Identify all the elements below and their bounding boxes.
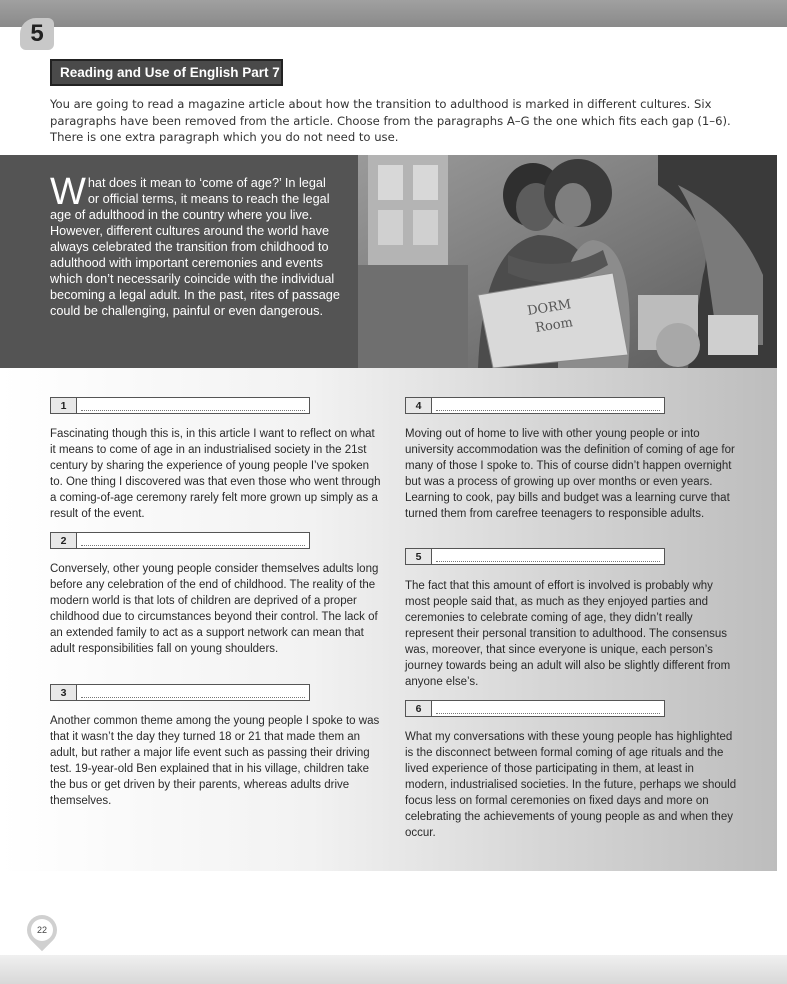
intro-panel xyxy=(0,155,358,368)
page-number-marker xyxy=(21,909,63,951)
paragraph-after-gap-4: Moving out of home to live with other young people or into university accommodation was the definition of coming of age for many of those I spoke to. This of course didn’t happen overnight but was a process of growing up over months or even years. Learning to cook, pay bills and budget was a learning curve that turned them from carefree teenagers to responsible adults. xyxy=(405,428,735,520)
gap-4-answer-line xyxy=(436,401,660,411)
gap-1-answer-line xyxy=(81,401,305,411)
dorm-label-2: Room xyxy=(534,315,574,336)
gap-2-number: 2 xyxy=(51,533,77,548)
dorm-label-1: DORM xyxy=(526,297,573,319)
part-title: Reading and Use of English Part 7 xyxy=(50,59,283,86)
gap-5-answer-line xyxy=(436,552,660,562)
paragraph-after-gap-1: Fascinating though this is, in this article I want to reflect on what it means to come of age in an industrialised society in the 21st century by sharing the experience of young people I’ve spoken to. One thing I discovered was that even those who went through a coming-of-age ceremony rarely felt more grown up simply as a result of the event. xyxy=(50,428,381,520)
mother-daughter-photo xyxy=(358,155,777,368)
gap-5-number: 5 xyxy=(406,549,432,564)
page-number: 22 xyxy=(31,919,53,941)
bottom-bar xyxy=(0,955,787,984)
hero xyxy=(0,155,777,368)
gap-3-answer-line xyxy=(81,688,305,698)
gap-3-box[interactable] xyxy=(50,684,310,701)
gap-1-number: 1 xyxy=(51,398,77,413)
unit-badge: 5 xyxy=(20,18,54,50)
top-bar xyxy=(0,0,787,27)
hero-photo xyxy=(358,155,777,368)
paragraph-after-gap-5: The fact that this amount of effort is involved is probably why most people said that, as much as they enjoyed parties and ceremonies to celebrate coming of age, they didn’t really represent their personal transition to adulthood. The consensus was, moreover, that since everyone is unique, each person’s journey towards being an adult will also be slightly different from anyone else’s. xyxy=(405,580,731,688)
paragraph-after-gap-3: Another common theme among the young people I spoke to was that it wasn’t the day they turned 18 or 21 that made them an adult, but rather a major life event such as passing their driving test. 19-year-old Ben explained that in his village, children take the bus or get driven by their parents, whereas adults drive themselves. xyxy=(50,715,380,807)
paragraph-after-gap-6: What my conversations with these young people has highlighted is the disconnect between formal coming of age rituals and the lived experience of those participating in them, at least in modern, industrialised societies. In the future, perhaps we should focus less on formal ceremonies on fixed days and more on celebrating the achievements of young people as and when they occur. xyxy=(405,731,737,839)
drop-cap: W xyxy=(50,171,86,213)
paragraph-after-gap-2: Conversely, other young people consider themselves adults long before any celebration of the end of childhood. The reality of the modern world is that lots of children are deprived of a proper childhood due to circumstances beyond their control. The lack of an extended family to act as a support network can mean that adult responsibilities fall on young shoulders. xyxy=(50,563,379,655)
gap-3-number: 3 xyxy=(51,685,77,700)
gap-2-answer-line xyxy=(81,536,305,546)
gap-2-box[interactable] xyxy=(50,532,310,549)
intro-paragraph xyxy=(50,171,340,319)
gap-6-number: 6 xyxy=(406,701,432,716)
gap-4-box[interactable] xyxy=(405,397,665,414)
intro-text: hat does it mean to ‘come of age?’ In legal or official terms, it means to reach the legal age of adulthood in the country where you live. However, different cultures around the world have always celebrated the transition from childhood to adulthood with important ceremonies and events which don’t necessarily coincide with the individual becoming a legal adult. In the past, rites of passage could be challenging, painful or even dangerous. xyxy=(50,176,340,318)
article-body xyxy=(0,368,777,871)
gap-4-number: 4 xyxy=(406,398,432,413)
gap-5-box[interactable] xyxy=(405,548,665,565)
gap-6-answer-line xyxy=(436,704,660,714)
gap-6-box[interactable] xyxy=(405,700,665,717)
instructions: You are going to read a magazine article about how the transition to adulthood is marked in different cultures. Six paragraphs have been removed from the article. Choose from the paragraphs A–G the one which fits each gap (1–6). There is one extra paragraph which you do not need to use. xyxy=(50,97,731,144)
gap-1-box[interactable] xyxy=(50,397,310,414)
